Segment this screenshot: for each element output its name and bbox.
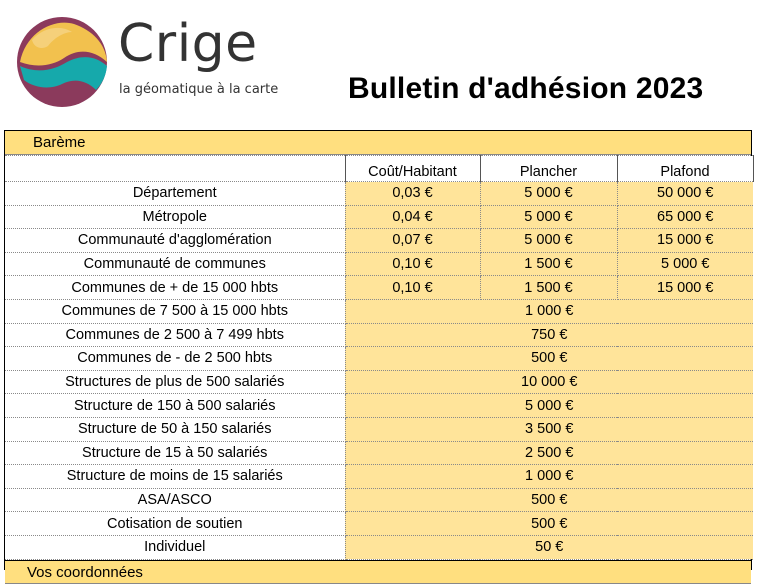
table-row [5, 323, 753, 347]
row-label: Individuel [5, 535, 345, 559]
row-label: ASA/ASCO [5, 488, 345, 512]
row-label: Cotisation de soutien [5, 512, 345, 536]
table-row [5, 417, 753, 441]
row-label: Métropole [5, 205, 345, 229]
row-label: Structure de moins de 15 salariés [5, 465, 345, 489]
table-row [5, 252, 753, 276]
flat-amount-cell: 50 € [345, 535, 753, 559]
table-row [5, 276, 753, 300]
plancher-cell: 5 000 € [480, 229, 617, 253]
spreadsheet-area [4, 130, 752, 581]
brand-tagline: la géomatique à la carte [119, 82, 279, 97]
column-header-plancher: Plancher [480, 156, 617, 182]
row-label: Communes de 2 500 à 7 499 hbts [5, 323, 345, 347]
row-label: Structure de 15 à 50 salariés [5, 441, 345, 465]
plafond-cell: 15 000 € [617, 276, 753, 300]
table-row [5, 465, 753, 489]
flat-amount-cell: 750 € [345, 323, 753, 347]
plancher-cell: 5 000 € [480, 182, 617, 206]
table-row [5, 394, 753, 418]
row-label: Communes de - de 2 500 hbts [5, 347, 345, 371]
bareme-table [5, 155, 754, 560]
cout-habitant-cell: 0,07 € [345, 229, 480, 253]
flat-amount-cell: 500 € [345, 488, 753, 512]
row-label: Structure de 150 à 500 salariés [5, 394, 345, 418]
row-label: Département [5, 182, 345, 206]
row-label: Structures de plus de 500 salariés [5, 370, 345, 394]
row-label: Communes de + de 15 000 hbts [5, 276, 345, 300]
cout-habitant-cell: 0,03 € [345, 182, 480, 206]
column-header-plafond: Plafond [617, 156, 753, 182]
page-title: Bulletin d'adhésion 2023 [348, 72, 704, 105]
flat-amount-cell: 5 000 € [345, 394, 753, 418]
flat-amount-cell: 10 000 € [345, 370, 753, 394]
plafond-cell: 65 000 € [617, 205, 753, 229]
coordonnees-section-header: Vos coordonnées [5, 560, 751, 584]
cout-habitant-cell: 0,04 € [345, 205, 480, 229]
row-label: Communauté de communes [5, 252, 345, 276]
flat-amount-cell: 3 500 € [345, 417, 753, 441]
plancher-cell: 5 000 € [480, 205, 617, 229]
row-label: Communauté d'agglomération [5, 229, 345, 253]
table-row [5, 488, 753, 512]
table-row [5, 182, 753, 206]
table-row [5, 535, 753, 559]
table-row [5, 299, 753, 323]
brand-name: Crige [118, 14, 258, 74]
column-header-cout: Coût/Habitant [345, 156, 480, 182]
crige-logo-icon [12, 10, 112, 110]
table-row [5, 205, 753, 229]
flat-amount-cell: 500 € [345, 347, 753, 371]
cout-habitant-cell: 0,10 € [345, 276, 480, 300]
flat-amount-cell: 1 000 € [345, 299, 753, 323]
table-row [5, 441, 753, 465]
plafond-cell: 5 000 € [617, 252, 753, 276]
table-row [5, 347, 753, 371]
plafond-cell: 50 000 € [617, 182, 753, 206]
plafond-cell: 15 000 € [617, 229, 753, 253]
row-label: Communes de 7 500 à 15 000 hbts [5, 299, 345, 323]
plancher-cell: 1 500 € [480, 276, 617, 300]
table-row [5, 370, 753, 394]
table-row [5, 512, 753, 536]
flat-amount-cell: 1 000 € [345, 465, 753, 489]
plancher-cell: 1 500 € [480, 252, 617, 276]
table-row [5, 229, 753, 253]
table-header-row [5, 156, 753, 182]
flat-amount-cell: 2 500 € [345, 441, 753, 465]
header-blank-cell [5, 156, 345, 182]
row-label: Structure de 50 à 150 salariés [5, 417, 345, 441]
bareme-section-header: Barème [5, 131, 751, 155]
flat-amount-cell: 500 € [345, 512, 753, 536]
cout-habitant-cell: 0,10 € [345, 252, 480, 276]
